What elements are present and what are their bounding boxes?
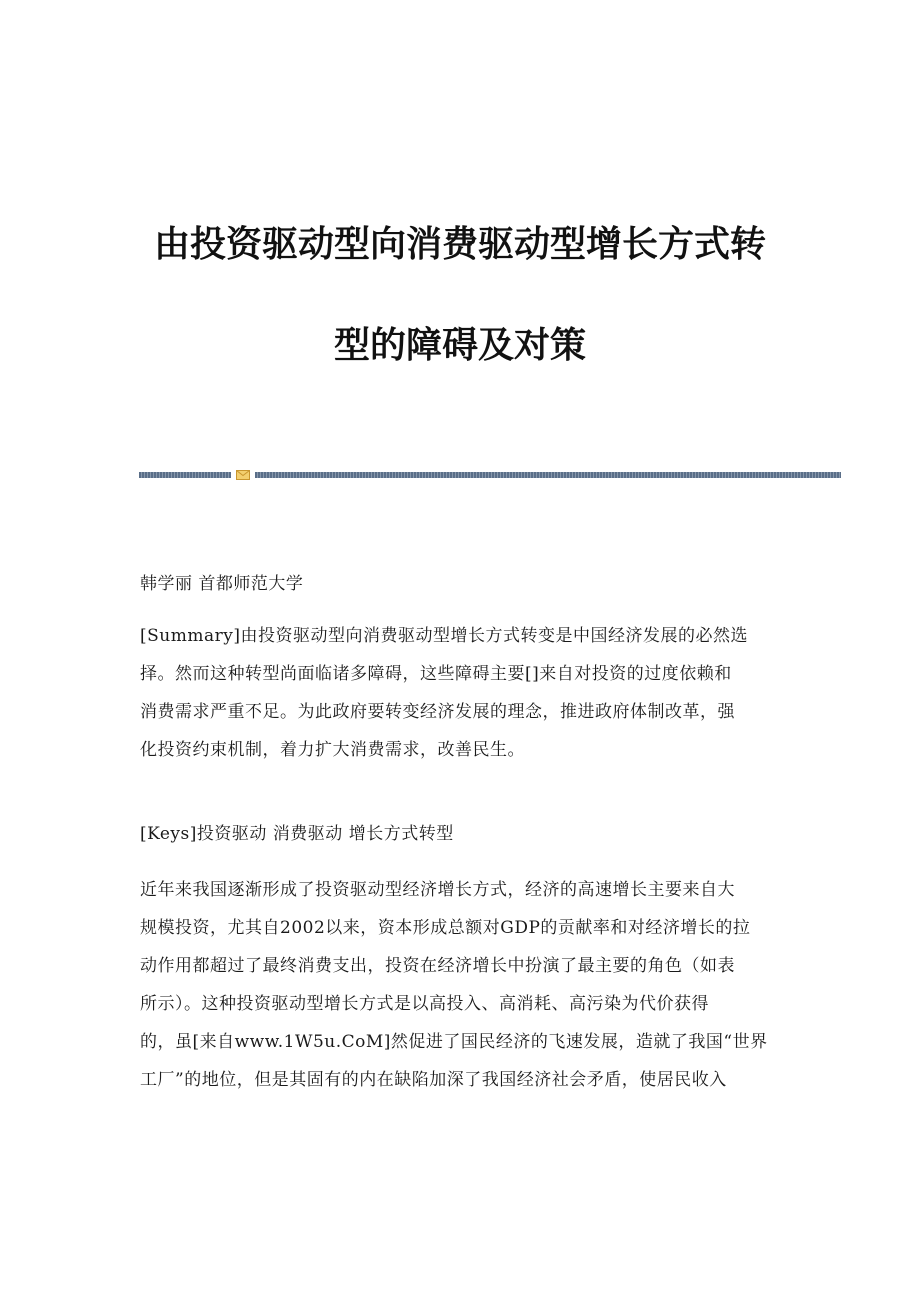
author-line: 韩学丽 首都师范大学 [140,574,304,594]
body-line: 所示）。这种投资驱动型增长方式是以高投入、高消耗、高污染为代价获得 [140,994,709,1014]
divider-bar-left [139,472,231,478]
body-line: 工厂”的地位，但是其固有的内在缺陷加深了我国经济社会矛盾，使居民收入 [140,1070,727,1090]
body-paragraph [140,871,780,1099]
summary-line: 择。然而这种转型尚面临诸多障碍，这些障碍主要[]来自对投资的过度依赖和 [140,664,732,684]
body-line: 规模投资，尤其自2002以来，资本形成总额对GDP的贡献率和对经济增长的拉 [140,918,751,938]
document-title-line-2: 型的障碍及对策 [333,325,586,366]
summary-paragraph [140,617,780,769]
envelope-ornament-icon [236,470,250,480]
document-title-line-1: 由投资驱动型向消费驱动型增长方式转 [153,224,766,265]
summary-line: 化投资约束机制，着力扩大消费需求，改善民生。 [140,740,525,760]
title-divider [139,470,841,480]
keywords-line: [Keys]投资驱动 消费驱动 增长方式转型 [140,824,454,844]
body-line: 近年来我国逐渐形成了投资驱动型经济增长方式，经济的高速增长主要来自大 [140,880,735,900]
body-line: 的，虽[来自www.1W5u.CoM]然促进了国民经济的飞速发展，造就了我国“世界 [140,1032,768,1052]
summary-line: 消费需求严重不足。为此政府要转变经济发展的理念，推进政府体制改革，强 [140,702,735,722]
summary-line: [Summary]由投资驱动型向消费驱动型增长方式转变是中国经济发展的必然选 [140,626,748,646]
divider-bar-right [255,472,841,478]
body-line: 动作用都超过了最终消费支出，投资在经济增长中扮演了最主要的角色（如表 [140,956,735,976]
